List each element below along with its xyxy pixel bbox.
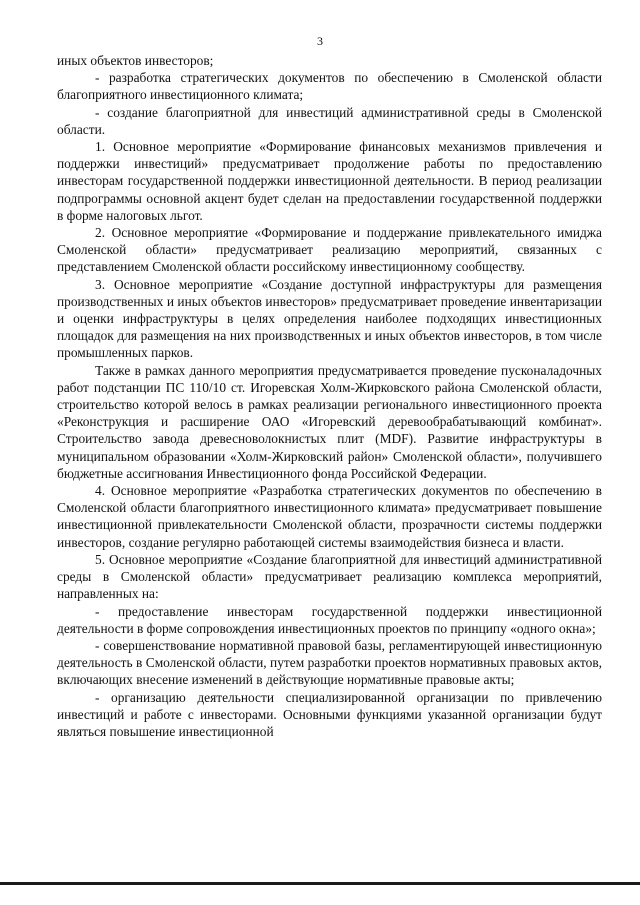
paragraph-substation: Также в рамках данного мероприятия предусматривается проведение пусконаладочных работ подстанции ПС 110/10 ст. Игоревская Холм-Жирковского района Смоленской области, строительство которой велось в рамках реализации регионального инвестиционного проекта «Реконструкция и расширение ОАО «Игоревский деревообрабатывающий комбинат». Строительство завода древесноволокнистых плит (MDF). Развитие инфраструктуры в муниципальном образовании «Холм-Жирковский район» Смоленской области», получившего бюджетные ассигнования Инвестиционного фонда Российской Федерации. xyxy=(57,362,602,481)
list-item-strategic-documents: - разработка стратегических документов по обеспечению в Смоленской области благоприятного инвестиционного климата; xyxy=(57,70,602,103)
list-item-specialized-organization: - организацию деятельности специализированной организации по привлечению инвестиций и работе с инвесторами. Основными функциями указанной организации будут являться повышение инвестиционной xyxy=(57,689,602,739)
document-body xyxy=(57,52,602,740)
list-item-regulatory-base: - совершенствование нормативной правовой базы, регламентирующей инвестиционную деятельность в Смоленской области, путем разработки проектов нормативных правовых актов, включающих внесение изменений в действующие нормативные правовые акты; xyxy=(57,637,602,688)
list-item-administrative-environment: - создание благоприятной для инвестиций административной среды в Смоленской области. xyxy=(57,104,602,137)
list-item-one-window: - предоставление инвесторам государственной поддержки инвестиционной деятельности в форме сопровождения инвестиционных проектов по принципу «одного окна»; xyxy=(57,603,602,636)
paragraph-continuation: иных объектов инвесторов; xyxy=(57,53,214,68)
page-number: 3 xyxy=(317,34,323,48)
paragraph-measure-2: 2. Основное мероприятие «Формирование и поддержание привлекательного имиджа Смоленской области» предусматривает реализацию мероприятий, связанных с представлением Смоленской области российскому инвестиционному сообществу. xyxy=(57,225,602,275)
paragraph-measure-5: 5. Основное мероприятие «Создание благоприятной для инвестиций административной среды в Смоленской области» предусматривает реализацию комплекса мероприятий, направленных на: xyxy=(57,551,602,602)
page-bottom-rule xyxy=(0,882,640,885)
paragraph-measure-3: 3. Основное мероприятие «Создание доступной инфраструктуры для размещения производственных и иных объектов инвесторов» предусматривает проведение инвентаризации и оценки инфраструктуры в целях определения наиболее подходящих инвестиционных площадок для размещения на них производственных и иных объектов инвесторов, в том числе промышленных парков. xyxy=(57,276,602,361)
paragraph-measure-1: 1. Основное мероприятие «Формирование финансовых механизмов привлечения и поддержки инвестиций» предусматривает продолжение работы по предоставлению инвесторам государственной поддержки инвестиционной деятельности. В период реализации подпрограммы основной акцент будет сделан на предоставлении государственной поддержки в форме налоговых льгот. xyxy=(57,139,602,223)
paragraph-measure-4: 4. Основное мероприятие «Разработка стратегических документов по обеспечению в Смоленской области благоприятного инвестиционного климата» предусматривает повышение инвестиционной привлекательности Смоленской области, прозрачности системы поддержки инвесторов, создание регулярно работающей системы взаимодействия бизнеса и власти. xyxy=(57,483,602,550)
